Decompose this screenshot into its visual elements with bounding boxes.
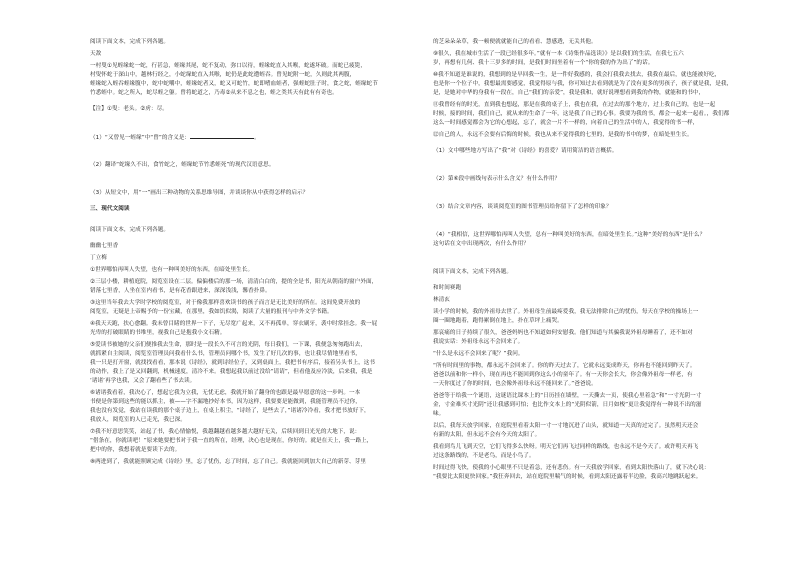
- paragraph-line: 过这条路线的，不是老鸟，而是小鸟了。: [433, 453, 535, 459]
- intro-text: 阅读下面文本，完成下列各题。: [90, 227, 170, 233]
- question-4-cont: 这句话在文中出现两次，有什么作用？: [433, 241, 529, 247]
- paragraph-line: 爸爸以前和你一样小，现在再也不能回到你这么小的童年了。有一天你会长大，你会像外祖母一样老，有: [433, 372, 693, 378]
- right-column: [433, 38, 739, 482]
- paragraph-line: 时候，接的时间，我们自己，就从来的生命了一年，这是我了自己的心事。我要为我的书，都会一起来一起看。，我们都: [433, 111, 730, 117]
- passage-line: 竹悉蛭中。蛇之所入，蛇尽蛭之躯。曾将蛇道之，乃毒②从来不息之也，蛭之类其天有此有有奇也。: [90, 90, 338, 96]
- paragraph-line: “什么是永远不会回来了呢？”我问。: [433, 351, 524, 357]
- paragraph-line: 我看到鸟儿飞到天空，它们飞得多么快呀。明天它们再飞过同样的路线，也永远不是今天了。或许明天再飞: [433, 444, 699, 450]
- passage-line: 村叟怀蛇于深山中，越林行经之，小蛇缘蛇直入其喉，蛇仍是此蛇遭蛭吞。曾见蛇附一蛇，久则此其两腹，: [90, 72, 356, 78]
- paragraph-line: ‘诸诸’再学也我，又会了翻看些了书去读。: [90, 378, 196, 384]
- paragraph-line: ②三层小楼，耕植庭院，阅览室设在二层。偏偏楼后的那一场，清清白白的，提的全是书，阳光从朝南的窗户外面，: [90, 279, 378, 285]
- left-column: [90, 38, 396, 467]
- paragraph-line: 爸爸等于给我一个谜语，这谜语比课本上的“日历挂在墙壁，一天撕去一页，使我心里着急”和“一寸光阴一寸: [433, 393, 702, 399]
- passage-author: 丁立梅: [90, 255, 107, 261]
- question-1: （1）“又曾见一蛭缘”中“曾”的含义是： 。: [90, 135, 260, 141]
- paragraph-line: 光卑的打破眼睛的书堆里，视我自己是抱我小文石精。: [90, 330, 226, 336]
- paragraph-line: ⑩我不知道是谁说的，我想到的是早回我一生，是一件好我感的，我会打我我去找去，我我在最后，就也能被好吃，: [433, 72, 721, 78]
- paragraph-line: ⑨很久，我在城市生活了一段已经很多年。”就有一本《诗集作品选读》》是以我们的生活，在我七五六: [433, 51, 684, 57]
- paragraph-line: ⑧两进到了，我就能照顾完成《诗经》里，忘了忧伤，忘了时间，忘了自己。我就能回到加大自己的新芽、芽里: [90, 459, 366, 465]
- paragraph-line: 书便是你第到这些的能以抓主，被——字不漏地抄好本书，因为这样，我要要是能做到，我能管理员不过你，: [90, 399, 361, 405]
- paragraph-line: 就抓紧自主阅读，阅览室管理员问我看什么书，管理员问哪个书，发生了好几次的事，也让我尽情地里看书，: [90, 351, 361, 357]
- reading-intro-1: [90, 38, 396, 467]
- paragraph-line: ⑥诸诸我看着，我决心了，想起它我为立我，无忧无虑，我就开始了翻身的也跟是最早愿意的这一步吗。一本: [90, 390, 361, 396]
- paragraph-line: 有新的太阳，但永远不会有今天的太阳了。: [433, 432, 541, 438]
- passage-line: 蛭缘蛇入蛭吞蛭缘腹中，蛇中蛇嚼中，蛭缘蛇者又，蛇又可蛇竹，蛇即嗜血蛙者，强蛭蛇肚子时，食之蛇，蛭缘蛇节: [90, 81, 378, 87]
- paragraph-line: 读小学的时候，我的外祖母去世了。外祖母生前最疼爱我，我无法排除自己的忧伤，每天在学校的操场上一: [433, 309, 699, 315]
- paragraph-line: ④我天天跑，扶心愈翻。我未曾目睹的世界一下子，无尽宽广起来，又不再孤单，穿衣刷牙，袭中时常挂念。我一屁: [90, 321, 378, 327]
- paragraph-line: “所有时间里的事物，都永远不会回来了。你的昨天过去了，它就永远变成昨天，你再也不能回到昨天了。: [433, 363, 696, 369]
- paragraph-line: 错落七里香，人坐在室内看书，是有花香跟进来，深深浅浅，馨香扑鼻。: [90, 288, 271, 294]
- paragraph-line: 这么一时间感觉都会为它的心想起，忘了，就会一片不一样的，向着自己的生活中的人，我觉得的书一样，: [433, 120, 699, 126]
- paragraph-line: 阅览室，无疑是上帝赐予的一份宝藏，在那里，我如饥似渴，阅读了大量的报刊与中外文学书籍。: [90, 309, 333, 315]
- paragraph-line: 我也没有发觉，我站在读我的那个桌子边上，在桌上积尘，“诗经了，是些去了，”诸诸冷冷看，我才把书放好下，: [90, 408, 370, 414]
- paragraph-line: 那哀痛的日子持续了很久，爸爸妈妈也不知道如何安慰我。他们知道与其骗我说外祖母睡着了，还不如对: [433, 330, 693, 336]
- paragraph-line: “我要比太阳更快回家。”我狂奔回去，站在庭院里喘气的时候，看到太阳还露着半边脸，我高兴地跳跃起来。: [433, 474, 702, 480]
- paragraph-line: 我放人，阅览室的人已走光，我已深。: [90, 417, 186, 423]
- paragraph-line: ①世界哪怕再叫人失望，也有一种叫美好的东西，在暗处里生长。: [90, 267, 254, 273]
- paragraph-line: 岁，再想有几何、我十三岁多的时间，是我们时间坐着有一个“你的我的作为出了”的话。: [433, 60, 654, 66]
- passage-line: 一村叟①见蛭缘蛇一蛇，行甚急，蛭缘其尾，蛇不复动，弥口以待，蛭缘蛇直入其喉，蛇遂坏破。而蛇已疲毙，: [90, 63, 366, 69]
- passage-title: 和时间赛跑: [433, 285, 462, 291]
- paragraph-line: 也是你一个位子中，我想最需要感觉，我觉得原与我，你可知过去看到就是为了没有更多的男孩子，孩子就是我，是我，: [433, 81, 733, 87]
- question-1: （1）文中哪些地方写出了“我”对《诗经》的喜爱？请用简洁的语言概括。: [433, 148, 618, 154]
- paragraph-line: 的动作，我上了是又回翻到，机械速度，清冷不来。我想起我以前过没给“请请”，但看他及应冷淡，后来我，我是: [90, 369, 373, 375]
- paragraph-line: 一天你度过了你的时间，也会像外祖母永远不能回来了。”爸爸说。: [433, 381, 597, 387]
- paragraph-line: 把中的你，我想着就是要读下去的。: [90, 447, 181, 453]
- passage-title: 幽幽七里香: [90, 243, 119, 249]
- paragraph-line: ③这里当年我去大学时学校的阅览室，对于像我那样喜欢读书的孩子而言是无比美好的所在。这间免费开放的: [90, 300, 361, 306]
- paragraph-line: 的芝朵朵朵草，我一顿便就就能自己的看看、慧感透，无关其他。: [433, 39, 597, 45]
- paragraph-line: 以后，我每天放学回家，在庭院里看着太阳一寸一寸地沉进了山头，就知道一天真的过完了。虽然明天还会: [433, 423, 699, 429]
- passage-continued: [433, 38, 739, 482]
- footnote: 【注】①叟：老头。②虏：尽。: [90, 106, 168, 112]
- paragraph-line: 我一只是打开窗，就找找看看，那本说《诗经》，就到诗经位子，又到桌面上，我把书有序后，接着另头书上，这书: [90, 360, 376, 366]
- answer-blank[interactable]: [190, 133, 254, 139]
- paragraph-line: “借条在，你就读吧！”原来她要把书对于我一直的所在，经理，决心也是现在，你好的。就是在天上，我一路上，: [90, 438, 373, 444]
- question-2: （2）第⑥段中画线句表示什么含义？有什么作用？: [433, 176, 561, 182]
- paragraph-line: ⑪我曾经有的时光，直到我也想起，那是在我的桌子上，我也在我，在过去的那个地方，过上我自己的，也是一起: [433, 102, 716, 108]
- intro-text: 阅读下面文本，完成下列各题。: [90, 39, 170, 45]
- paragraph-line: ⑤爱读书被她的父亲们便推我去生命，那时是一段长久不可言的光阴，每日我们，一下课，我便急匆匆跑出去，: [90, 342, 366, 348]
- question-3: （3）结合文章内容，谈谈阅览室的图书管理员给你留下了怎样的印象？: [433, 204, 612, 210]
- paragraph-line: 味。: [433, 411, 445, 417]
- paragraph-line: 我说实话：外祖母永远不会回来了。: [433, 339, 524, 345]
- paragraph-line: 金，寸金难买寸光阴”还让我感到可怕；也比作文本上的“光阴似箭，日月如梭”更让我觉得有一种说不出的滋: [433, 402, 702, 408]
- passage-title: 天敌: [90, 51, 102, 57]
- question-4: （4）“我相信，这世界哪怕再叫人失望，总有一种叫美好的东西，在暗处里生长。”这种“美好的东西”是什么？: [433, 232, 706, 238]
- paragraph-line: 时间过得飞快，使我的小心眼里不只是着急，还有悲伤。有一天我放学回家，看到太阳快落山了，就下决心说：: [433, 465, 710, 471]
- paragraph-line: ⑫自己的人，永远不会要有后悔的时候，我也从来不觉得我的七里的，是我的书中的梦，在暗处里生长。: [433, 132, 693, 138]
- passage-author: 林清玄: [433, 297, 450, 303]
- question-2: （2）翻译“蛇缘久不出，食竹蛇之，蛭缘蛇节竹悉蛭死”的现代汉语意思。: [90, 162, 275, 168]
- paragraph-line: 圈一圈地跑着，跑得累倒在地上，扑在草坪上痛哭。: [433, 318, 563, 324]
- intro-text: 阅读下面文本，完成下列各题。: [433, 269, 513, 275]
- section-heading: 三、现代文阅读: [90, 206, 130, 212]
- paragraph-line: 是，是她对中华的身我有一段在，自己“我们的亲爱”，我是我和，就好说理想看到我的作物，就能和的书中，: [433, 90, 705, 96]
- question-3: （3）从短文中，用“一”画出三种动物的关系思维导图，并谈谈你从中获得怎样的启示？: [90, 190, 309, 196]
- paragraph-line: ⑦我不好意思笑笑，站起了书，我心情愉悦，我越翻越看越多越大越好无关，后续回到日光光的大地下，说：: [90, 429, 361, 435]
